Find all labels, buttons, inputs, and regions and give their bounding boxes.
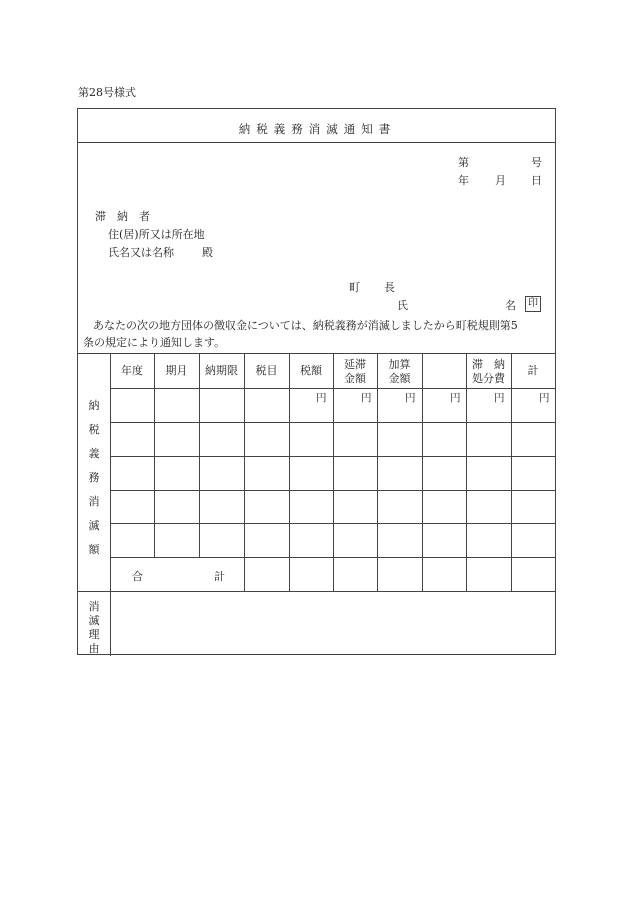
side-label-char: 義 xyxy=(88,447,100,460)
header-total: 計 xyxy=(527,364,539,377)
header-due: 納期限 xyxy=(205,364,238,377)
yen-unit: 円 xyxy=(361,392,372,404)
column-divider xyxy=(244,353,245,591)
column-divider xyxy=(154,353,155,557)
body-text-line1: あなたの次の地方団体の徴収金については、納税義務が消滅しましたから町税規則第5 xyxy=(93,319,518,332)
table-bottom-border xyxy=(78,591,555,592)
issuer-chief: 長 xyxy=(384,281,395,294)
total-row-right: 計 xyxy=(214,570,225,583)
number-go: 号 xyxy=(531,156,542,169)
issuer-shi: 氏 xyxy=(397,299,408,312)
column-divider xyxy=(466,353,467,591)
form-title: 納税義務消滅通知書 xyxy=(238,122,397,136)
table-top-border xyxy=(78,353,555,354)
reason-label-char: 理 xyxy=(88,628,100,641)
address-label: 住(居)所又は所在地 xyxy=(108,228,205,241)
reason-label-char: 消 xyxy=(88,600,100,613)
side-label-divider xyxy=(110,353,111,656)
side-label-char: 滅 xyxy=(88,519,100,532)
header-proc-fee-1: 滞 納 xyxy=(472,358,505,371)
total-row-left: 合 xyxy=(132,570,143,583)
date-day: 日 xyxy=(531,174,542,187)
side-label-char: 務 xyxy=(88,471,100,484)
number-dai: 第 xyxy=(458,156,469,169)
yen-unit: 円 xyxy=(494,392,505,404)
issuer-town: 町 xyxy=(349,281,360,294)
header-late-fee-2: 金額 xyxy=(344,372,366,385)
column-divider xyxy=(199,353,200,557)
side-label-char: 税 xyxy=(88,423,100,436)
header-tax: 税額 xyxy=(300,364,322,377)
notice-form xyxy=(77,108,556,655)
reason-label-char: 由 xyxy=(88,642,100,655)
header-item: 税目 xyxy=(255,364,278,377)
yen-unit: 円 xyxy=(539,392,550,404)
side-label-char: 納 xyxy=(88,399,100,412)
yen-unit: 円 xyxy=(405,392,416,404)
yen-unit: 円 xyxy=(450,392,461,404)
date-month: 月 xyxy=(495,174,506,187)
seal-icon: 印 xyxy=(525,296,541,312)
column-divider xyxy=(377,353,378,591)
column-divider xyxy=(289,353,290,591)
delinquent-label: 滞 納 者 xyxy=(95,210,150,223)
header-additional-1: 加算 xyxy=(388,358,411,371)
column-divider xyxy=(511,353,512,591)
column-divider xyxy=(422,353,423,591)
reason-label-char: 滅 xyxy=(88,614,100,627)
header-period: 期月 xyxy=(165,364,188,377)
header-late-fee-1: 延滞 xyxy=(344,358,366,371)
date-year: 年 xyxy=(458,174,469,187)
title-divider xyxy=(78,142,555,143)
name-label: 氏名又は名称 xyxy=(108,246,174,259)
side-label-char: 消 xyxy=(88,495,100,508)
side-label-char: 額 xyxy=(88,543,100,556)
header-proc-fee-2: 処分費 xyxy=(472,372,505,385)
yen-unit: 円 xyxy=(316,392,327,404)
issuer-mei: 名 xyxy=(505,299,516,312)
header-year: 年度 xyxy=(121,364,143,377)
header-additional-2: 金額 xyxy=(388,372,411,385)
form-number-label: 第28号様式 xyxy=(78,86,136,99)
honorific: 殿 xyxy=(202,246,213,259)
column-divider xyxy=(333,353,334,591)
body-text-line2: 条の規定により通知します。 xyxy=(83,336,226,349)
